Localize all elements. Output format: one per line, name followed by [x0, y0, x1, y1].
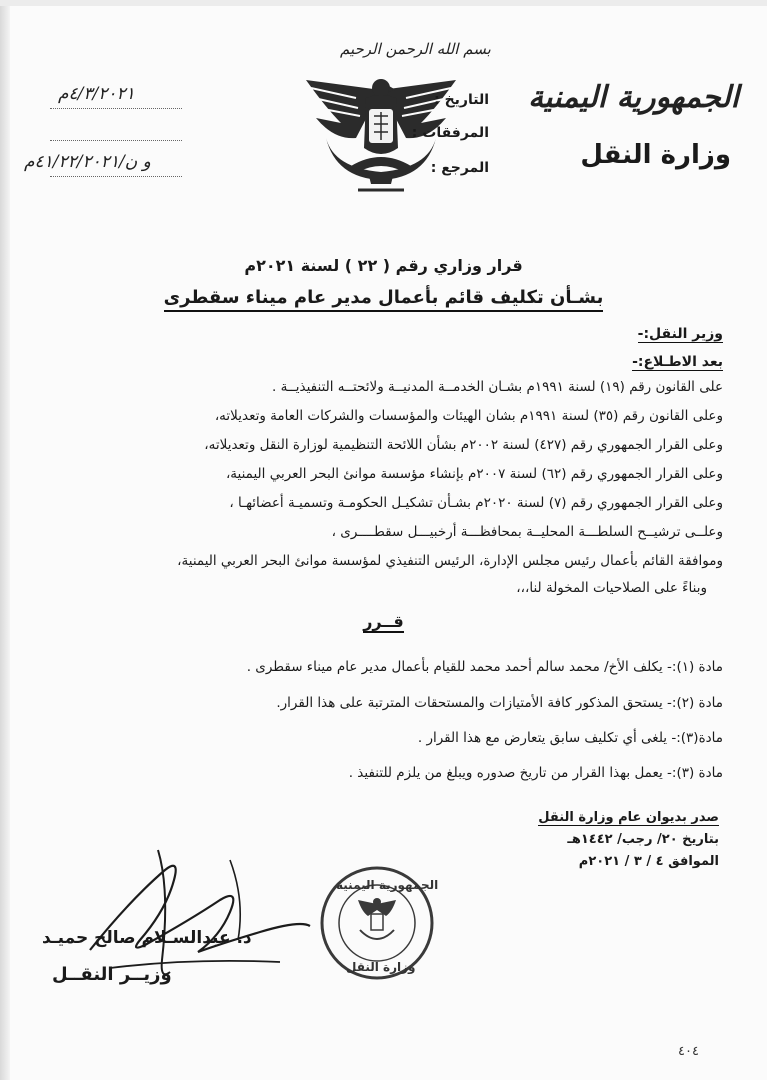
- article-3: مادة(٣):- يلغى أي تكليف سابق يتعارض مع هذا القرار .: [417, 730, 723, 746]
- after-review-heading: [632, 354, 723, 370]
- decision-number: قرار وزاري رقم ( ٢٢ ) لسنة ٢٠٢١م: [244, 256, 523, 275]
- addressee-heading: [638, 326, 723, 342]
- seal-outer-text: الجمهورية اليمنية: [336, 878, 439, 892]
- reference-line: [50, 176, 182, 177]
- signer-title: وزيــر النقــل: [52, 964, 172, 985]
- addressee-text: وزير النقل:-: [637, 326, 723, 342]
- issued-hijri-date: بتاريخ ٢٠/ رجب/ ١٤٤٢هـ: [567, 832, 719, 847]
- date-line: [50, 108, 182, 109]
- preamble-line: وموافقة القائم بأعمال رئيس مجلس الإدارة، الرئيس التنفيذي لمؤسسة موانئ البحر العربي اليمنية،: [177, 553, 723, 569]
- date-value: ٤/٣/٢٠٢١م: [58, 84, 135, 104]
- ministry-name: وزارة النقل: [580, 140, 731, 170]
- page-number: ٤٠٤: [678, 1044, 699, 1059]
- preamble-line: وبناءً على الصلاحيات المخولة لنا،،،: [516, 580, 707, 596]
- article-4: مادة (٣):- يعمل بهذا القرار من تاريخ صدوره ويبلغ من يلزم للتنفيذ .: [348, 765, 723, 781]
- page-edge-shadow: [0, 0, 10, 1080]
- decides-text: قــرر: [363, 612, 404, 631]
- preamble-line: وعلى القانون رقم (٣٥) لسنة ١٩٩١م بشان الهيئات والمؤسسات والشركات العامة وتعديلاته،: [214, 408, 723, 424]
- preamble-line: وعلى القرار الجمهوري رقم (٧) لسنة ٢٠٢٠م بشـأن تشكيـل الحكومـة وتسميـة أعضائهـا ،: [229, 495, 723, 511]
- article-1: مادة (١):- يكلف الأخ/ محمد سالم أحمد محمد للقيام بأعمال مدير عام ميناء سقطرى .: [246, 659, 723, 675]
- issued-title: [538, 810, 719, 825]
- basmala: بسم الله الرحمن الرحيم: [340, 40, 491, 58]
- attachments-line: [50, 140, 182, 141]
- page-top-edge: [0, 0, 767, 6]
- preamble-line: وعلى القرار الجمهوري رقم (٤٢٧) لسنة ٢٠٠٢م بشأن اللائحة التنظيمية لوزارة النقل وتعديلاته،: [204, 437, 723, 453]
- after-review-text: بعد الاطـلاع:-: [632, 354, 723, 370]
- decision-subject: [0, 287, 767, 308]
- issued-title-text: صدر بديوان عام وزارة النقل: [538, 810, 719, 825]
- signer-name: د. عبدالسـلام صالح حميـد: [42, 928, 252, 948]
- preamble-line: وعلى القرار الجمهوري رقم (٦٢) لسنة ٢٠٠٧م بإنشاء مؤسسة موانئ البحر العربي اليمنية،: [225, 466, 723, 482]
- issued-gregorian-date: الموافق ٤ / ٣ / ٢٠٢١م: [578, 854, 719, 869]
- article-2: مادة (٢):- يستحق المذكور كافة الأمتيازات والمستحقات المترتبة على هذا القرار.: [276, 695, 723, 711]
- republic-name: الجمهورية اليمنية: [528, 80, 739, 115]
- attachments-label: المرفقات :: [411, 125, 489, 141]
- decides-heading: [0, 612, 767, 631]
- preamble-line: على القانون رقم (١٩) لسنة ١٩٩١م بشـان الخدمــة المدنيــة ولائحتــه التنفيذيــة .: [272, 379, 723, 395]
- reference-label: المرجع :: [430, 160, 489, 176]
- preamble-line: وعلــى ترشيــح السلطـــة المحليــة بمحافظـــة أرخبيـــل سقطــــرى ،: [331, 524, 723, 540]
- seal-bottom-text: وزارة النقل: [346, 960, 416, 974]
- reference-value: و ن/٤١/٢٢/٢٠٢١م: [24, 152, 151, 172]
- decision-subject-text: بشـأن تكليف قائم بأعمال مدير عام ميناء سقطرى: [164, 287, 604, 312]
- date-label: التاريخ :: [434, 92, 489, 108]
